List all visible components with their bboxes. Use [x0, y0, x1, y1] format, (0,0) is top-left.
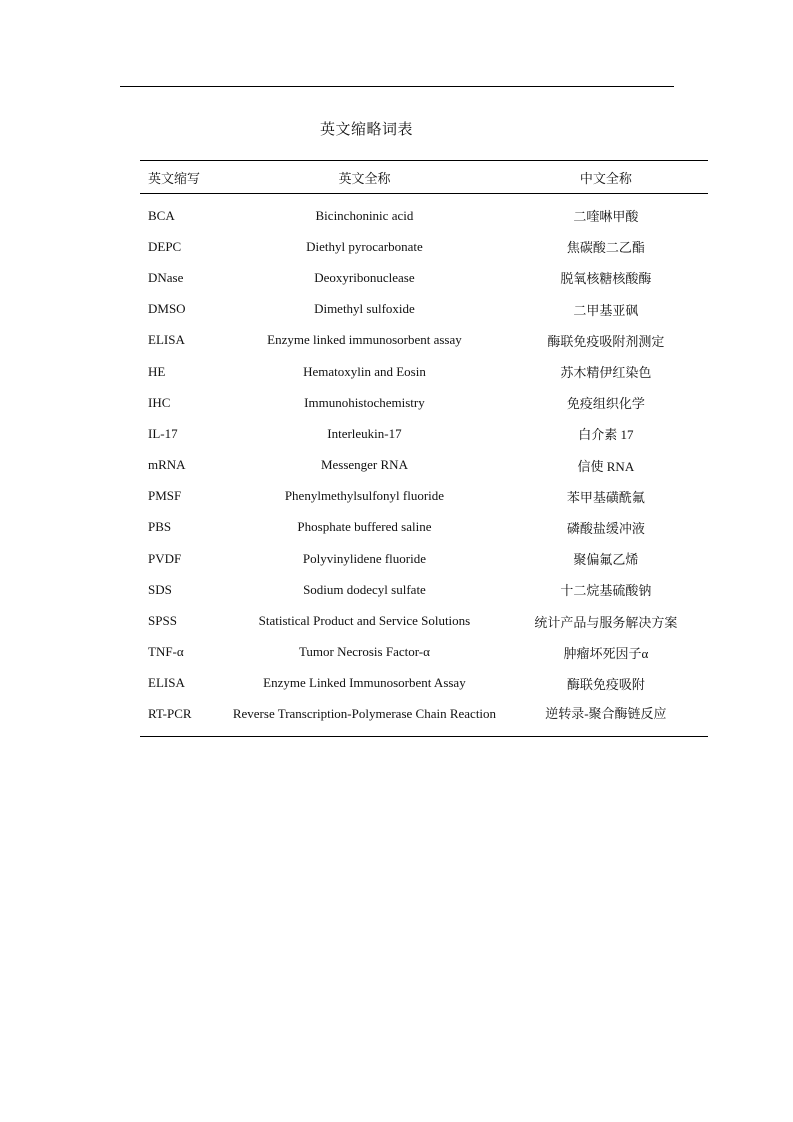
cell-abbreviation: SPSS [148, 613, 177, 629]
cell-abbreviation: PMSF [148, 488, 182, 504]
table-row [140, 543, 708, 574]
header-abbreviation: 英文缩写 [148, 170, 201, 186]
table-row [140, 637, 708, 668]
cell-chinese: 焦碳酸二乙酯 [566, 240, 645, 256]
table-row [140, 605, 708, 636]
cell-abbreviation: ELISA [148, 675, 185, 691]
cell-english: Enzyme Linked Immunosorbent Assay [263, 675, 466, 691]
cell-abbreviation: ELISA [148, 332, 185, 348]
cell-chinese: 酶联免疫吸附剂测定 [547, 333, 665, 349]
table-row [140, 450, 708, 481]
cell-abbreviation: IHC [148, 394, 171, 410]
header-english-full-name: 英文全称 [338, 170, 391, 186]
cell-chinese: 二甲基亚砜 [573, 302, 639, 318]
cell-chinese: 二喹啉甲酸 [573, 209, 639, 225]
cell-chinese: 磷酸盐缓冲液 [566, 520, 645, 536]
cell-abbreviation: PBS [148, 519, 172, 535]
cell-abbreviation: PVDF [148, 550, 182, 566]
cell-english: Interleukin-17 [327, 425, 402, 441]
cell-chinese: 统计产品与服务解决方案 [534, 614, 678, 630]
table-row [140, 356, 708, 387]
cell-chinese: 信使 RNA [577, 458, 635, 474]
cell-abbreviation: BCA [148, 207, 175, 223]
table-row [140, 325, 708, 356]
table-row [140, 418, 708, 449]
table-row [140, 387, 708, 418]
header-rule [120, 86, 674, 87]
cell-english: Phenylmethylsulfonyl fluoride [284, 488, 445, 504]
table-row [140, 294, 708, 325]
table-row [140, 194, 708, 232]
table-row [140, 699, 708, 737]
table-row [140, 262, 708, 293]
cell-english: Messenger RNA [320, 457, 408, 473]
cell-abbreviation: TNF-α [148, 644, 184, 660]
cell-chinese: 脱氧核糖核酸酶 [560, 271, 652, 287]
cell-english: Phosphate buffered saline [297, 519, 432, 535]
header-chinese-full-name: 中文全称 [579, 170, 632, 186]
cell-chinese: 苏木精伊红染色 [560, 365, 652, 381]
cell-english: Sodium dodecyl sulfate [303, 581, 426, 597]
page-title: 英文缩略词表 [319, 122, 413, 138]
table-row [140, 481, 708, 512]
table-row [140, 231, 708, 262]
cell-english: Reverse Transcription-Polymerase Chain Reaction [232, 706, 497, 721]
table-row [140, 574, 708, 605]
cell-abbreviation: RT-PCR [148, 706, 192, 721]
cell-english: Enzyme linked immunosorbent assay [267, 332, 462, 348]
cell-chinese: 免疫组织化学 [566, 396, 645, 412]
cell-english: Polyvinylidene fluoride [302, 550, 426, 566]
cell-chinese: 苯甲基磺酰氟 [566, 489, 645, 505]
cell-english: Hematoxylin and Eosin [303, 363, 426, 379]
cell-chinese: 肿瘤坏死因子α [563, 645, 649, 661]
cell-english: Immunohistochemistry [304, 394, 425, 410]
cell-chinese: 聚偏氟乙烯 [573, 552, 639, 568]
cell-english: Dimethyl sulfoxide [314, 301, 415, 317]
cell-english: Diethyl pyrocarbonate [306, 238, 423, 254]
cell-chinese: 白介素 17 [578, 427, 634, 443]
cell-abbreviation: DMSO [148, 301, 186, 317]
cell-abbreviation: DNase [148, 269, 184, 285]
table-header-row [140, 161, 708, 194]
table-row [140, 512, 708, 543]
cell-abbreviation: SDS [148, 581, 172, 597]
cell-abbreviation: HE [148, 363, 166, 379]
cell-chinese: 逆转录-聚合酶链反应 [545, 706, 667, 721]
table-row [140, 668, 708, 699]
cell-chinese: 十二烷基硫酸钠 [560, 583, 652, 599]
cell-abbreviation: IL-17 [148, 425, 178, 441]
cell-english: Bicinchoninic acid [315, 207, 414, 223]
cell-chinese: 酶联免疫吸附 [566, 676, 645, 692]
cell-abbreviation: DEPC [148, 238, 182, 254]
cell-abbreviation: mRNA [148, 457, 186, 473]
cell-english: Deoxyribonuclease [314, 269, 415, 285]
cell-english: Tumor Necrosis Factor-α [298, 644, 430, 660]
cell-english: Statistical Product and Service Solutions [258, 613, 471, 629]
abbreviation-table [140, 160, 708, 737]
